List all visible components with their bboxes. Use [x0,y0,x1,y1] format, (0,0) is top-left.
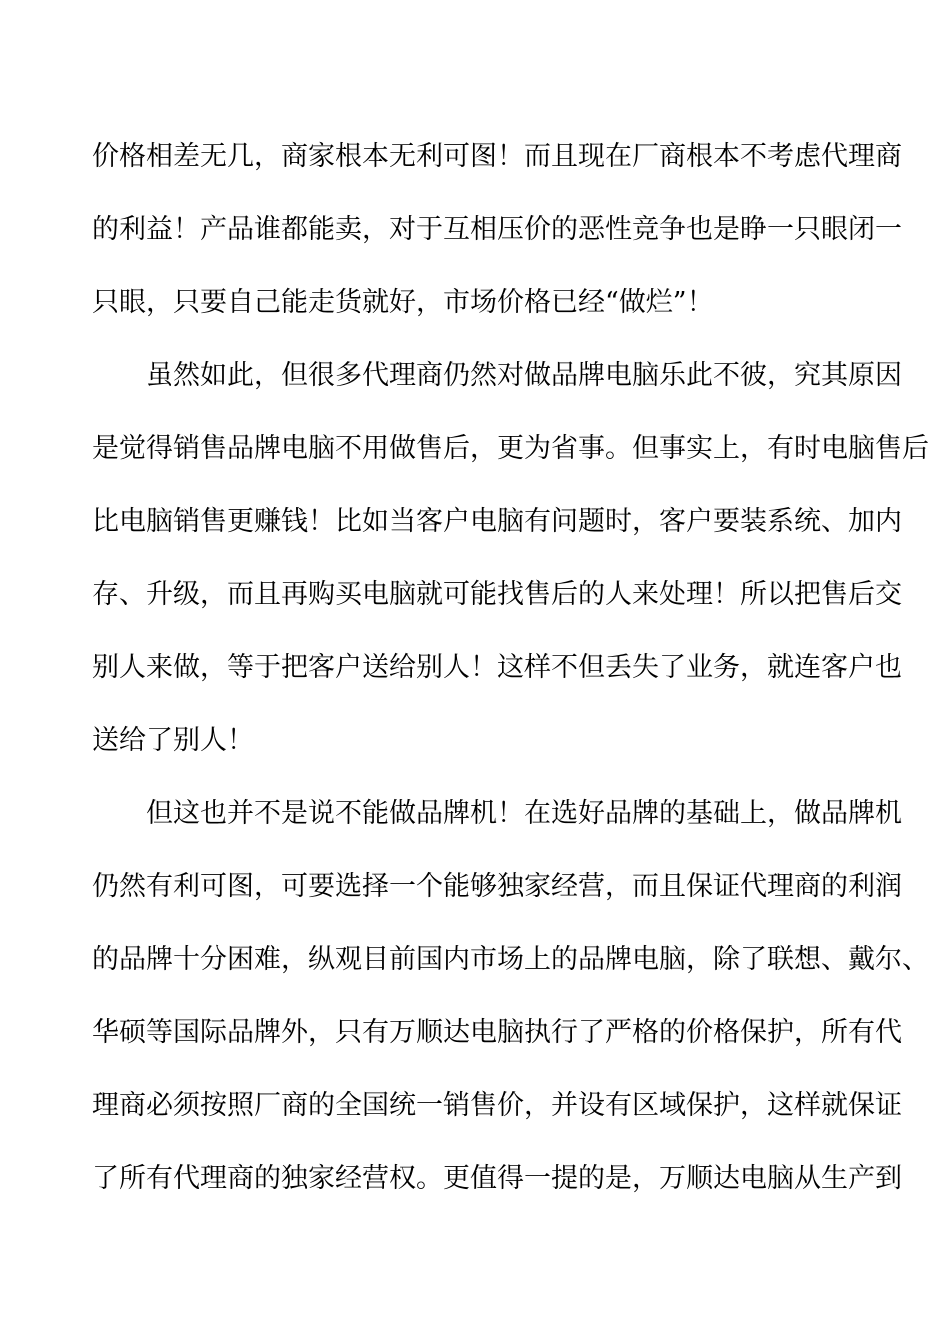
text-line: 了所有代理商的独家经营权。更值得一提的是，万顺达电脑从生产到 [92,1163,902,1194]
text-line: 比电脑销售更赚钱！比如当客户电脑有问题时，客户要装系统、加内 [92,506,902,537]
paragraph-start-line: 但这也并不是说不能做品牌机！在选好品牌的基础上，做品牌机 [146,798,902,829]
text-line: 理商必须按照厂商的全国统一销售价，并设有区域保护，这样就保证 [92,1090,902,1121]
body-text [92,120,929,1215]
text-line: 只眼，只要自己能走货就好，市场价格已经“做烂”！ [92,287,714,318]
text-line: 存、升级，而且再购买电脑就可能找售后的人来处理！所以把售后交 [92,579,902,610]
text-line: 价格相差无几，商家根本无利可图！而且现在厂商根本不考虑代理商 [92,141,902,172]
text-line: 别人来做，等于把客户送给别人！这样不但丢失了业务，就连客户也 [92,652,902,683]
text-line: 华硕等国际品牌外，只有万顺达电脑执行了严格的价格保护，所有代 [92,1017,902,1048]
text-line: 的品牌十分困难，纵观目前国内市场上的品牌电脑，除了联想、戴尔、 [92,944,929,975]
text-line: 是觉得销售品牌电脑不用做售后，更为省事。但事实上，有时电脑售后 [92,433,929,464]
text-line: 送给了别人！ [92,725,254,756]
text-line: 仍然有利可图，可要选择一个能够独家经营，而且保证代理商的利润 [92,871,902,902]
paragraph-start-line: 虽然如此，但很多代理商仍然对做品牌电脑乐此不彼，究其原因 [146,360,902,391]
text-line: 的利益！产品谁都能卖，对于互相压价的恶性竞争也是睁一只眼闭一 [92,214,902,245]
